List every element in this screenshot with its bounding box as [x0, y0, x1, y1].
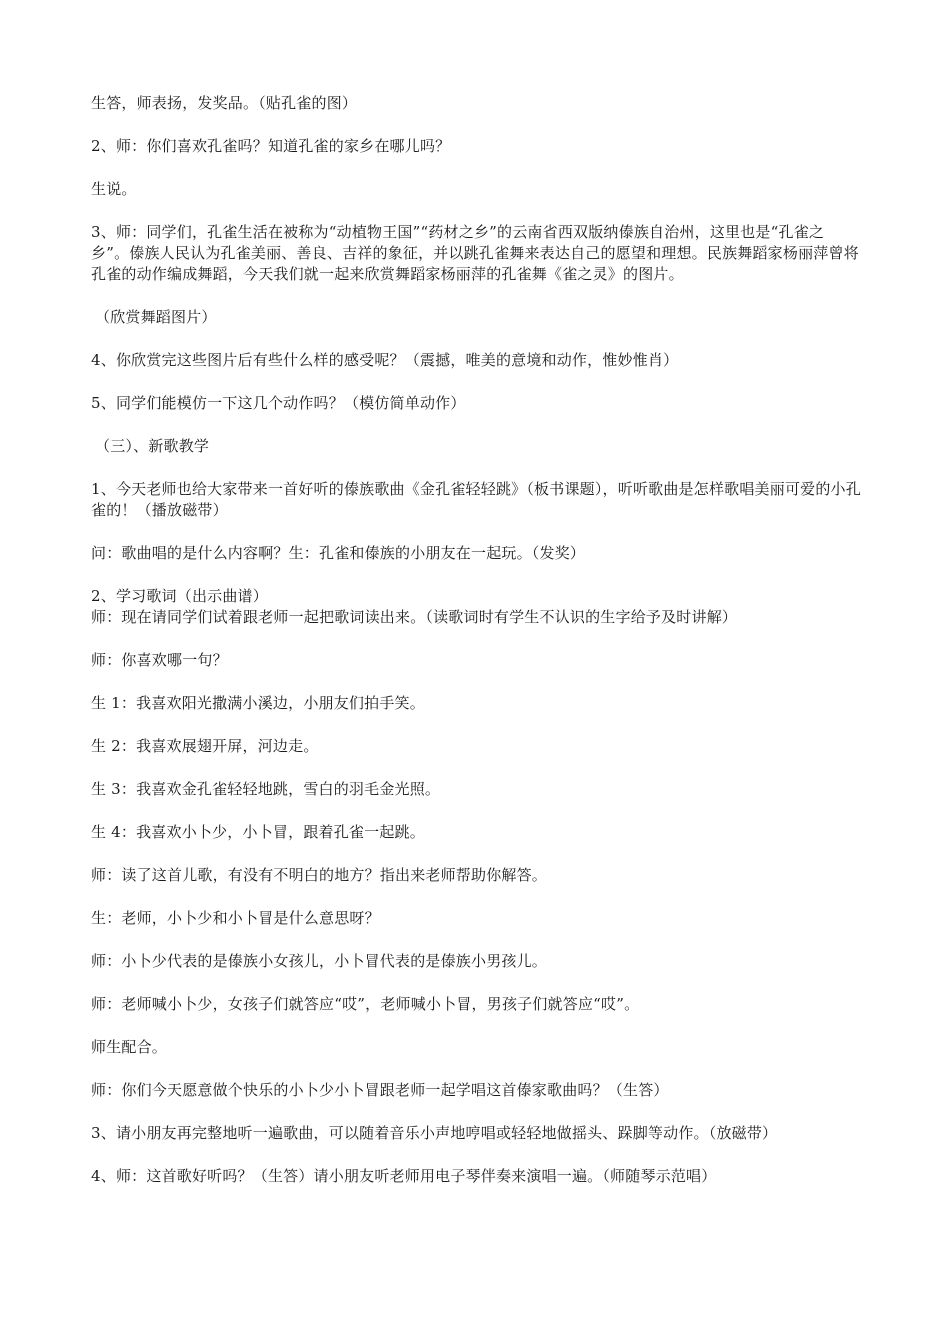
paragraph-read-lyrics: 师：现在请同学们试着跟老师一起把歌词读出来。（读歌词时有学生不认识的生字给予及时讲解） — [91, 608, 738, 626]
paragraph-item-5: 5、同学们能模仿一下这几个动作吗？（模仿简单动作） — [91, 394, 466, 412]
paragraph-song-content-question: 问：歌曲唱的是什么内容啊？生：孔雀和傣族的小朋友在一起玩。（发奖） — [91, 544, 586, 562]
paragraph-item-4-demo: 4、师：这首歌好听吗？（生答）请小朋友听老师用电子琴伴奏来演唱一遍。（师随琴示范唱） — [91, 1167, 717, 1185]
paragraph-willing-to-sing: 师：你们今天愿意做个快乐的小卜少小卜冒跟老师一起学唱这首傣家歌曲吗？（生答） — [91, 1081, 669, 1099]
paragraph-cooperate: 师生配合。 — [91, 1038, 168, 1056]
paragraph-question-2: 2、师：你们喜欢孔雀吗？知道孔雀的家乡在哪儿吗？ — [91, 137, 451, 155]
paragraph-student-3: 生 3：我喜欢金孔雀轻轻地跳，雪白的羽毛金光照。 — [91, 780, 441, 798]
paragraph-call-and-answer: 师：老师喊小卜少，女孩子们就答应“哎”，老师喊小卜冒，男孩子们就答应“哎”。 — [91, 995, 640, 1013]
paragraph-appreciate-pictures: （欣赏舞蹈图片） — [95, 308, 217, 326]
paragraph-student-1: 生 1：我喜欢阳光撒满小溪边，小朋友们拍手笑。 — [91, 694, 425, 712]
paragraph-item-4: 4、你欣赏完这些图片后有些什么样的感受呢？（震撼，唯美的意境和动作，惟妙惟肖） — [91, 351, 679, 369]
paragraph-student-4: 生 4：我喜欢小卜少，小卜冒，跟着孔雀一起跳。 — [91, 823, 425, 841]
paragraph-item-3-listen: 3、请小朋友再完整地听一遍歌曲，可以随着音乐小声地哼唱或轻轻地做摇头、跺脚等动作。（放磁带） — [91, 1124, 778, 1142]
paragraph-teacher-explains: 师：小卜少代表的是傣族小女孩儿，小卜冒代表的是傣族小男孩儿。 — [91, 952, 548, 970]
paragraph-learn-lyrics: 2、学习歌词（出示曲谱） — [91, 587, 268, 605]
paragraph-student-asks-meaning: 生：老师，小卜少和小卜冒是什么意思呀？ — [91, 909, 380, 927]
paragraph-student-says: 生说。 — [91, 180, 137, 198]
paragraph-any-questions: 师：读了这首儿歌，有没有不明白的地方？指出来老师帮助你解答。 — [91, 866, 548, 884]
paragraph-item-3: 3、师：同学们，孔雀生活在被称为“动植物王国”“药材之乡”的云南省西双版纳傣族自治州，这里也是“孔雀之乡”。傣族人民认为孔雀美丽、善良、吉祥的象征，并以跳孔雀舞来表达自己的愿望和理想。民族舞蹈家杨丽萍曾将孔雀的动作编成舞蹈，今天我们就一起来欣赏舞蹈家杨丽萍的孔雀舞《雀之灵》的图片。 — [91, 223, 859, 283]
paragraph-new-song-1: 1、今天老师也给大家带来一首好听的傣族歌曲《金孔雀轻轻跳》（板书课题），听听歌曲是怎样歌唱美丽可爱的小孔雀的！（播放磁带） — [91, 480, 861, 519]
document-page — [91, 93, 861, 1209]
paragraph-which-line: 师：你喜欢哪一句？ — [91, 651, 228, 669]
paragraph-student-answer: 生答，师表扬，发奖品。（贴孔雀的图） — [91, 94, 358, 112]
paragraph-student-2: 生 2：我喜欢展翅开屏，河边走。 — [91, 737, 319, 755]
section-heading-new-song: （三）、新歌教学 — [95, 437, 210, 455]
